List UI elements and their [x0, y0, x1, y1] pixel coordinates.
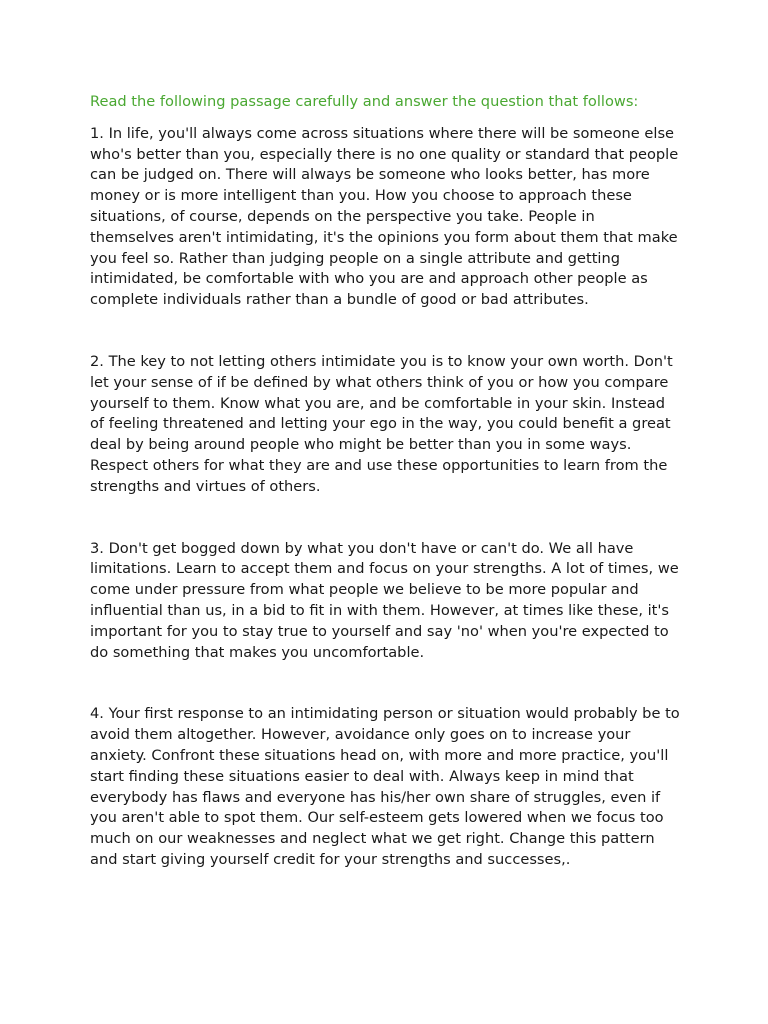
document-page — [90, 92, 682, 871]
passage-paragraph-3: 3. Don't get bogged down by what you don't have or can't do. We all have limitations. Learn to accept them and focus on your strengths. A lot of times, we come under pressure from what people we believe to be more popular and influential than us, in a bid to fit in with them. However, at times like these, it's important for you to stay true to yourself and say 'no' when you're expected to do something that makes you uncomfortable. — [90, 539, 679, 661]
instruction-heading: Read the following passage carefully and answer the question that follows: — [90, 93, 639, 110]
passage-paragraph-2: 2. The key to not letting others intimidate you is to know your own worth. Don't let your sense of if be defined by what others think of you or how you compare yourself to them. Know what you are, and be comfortable in your skin. Instead of feeling threatened and letting your ego in the way, you could benefit a great deal by being around people who might be better than you in some ways. Respect others for what they are and use these opportunities to learn from the strengths and virtues of others. — [90, 352, 673, 495]
passage-paragraph-4: 4. Your first response to an intimidating person or situation would probably be to avoid them altogether. However, avoidance only goes on to increase your anxiety. Confront these situations head on, with more and more practice, you'll start finding these situations easier to deal with. Always keep in mind that everybody has flaws and everyone has his/her own share of struggles, even if you aren't able to spot them. Our self-esteem gets lowered when we focus too much on our weaknesses and neglect what we get right. Change this pattern and start giving yourself credit for your strengths and successes,. — [90, 705, 680, 868]
passage-paragraph-1: 1. In life, you'll always come across situations where there will be someone else who's better than you, especially there is no one quality or standard that people can be judged on. There will always be someone who looks better, has more money or is more intelligent than you. How you choose to approach these situations, of course, depends on the perspective you take. People in themselves aren't intimidating, it's the opinions you form about them that make you feel so. Rather than judging people on a single attribute and getting intimidated, be comfortable with who you are and approach other people as complete individuals rather than a bundle of good or bad attributes. — [90, 124, 679, 309]
